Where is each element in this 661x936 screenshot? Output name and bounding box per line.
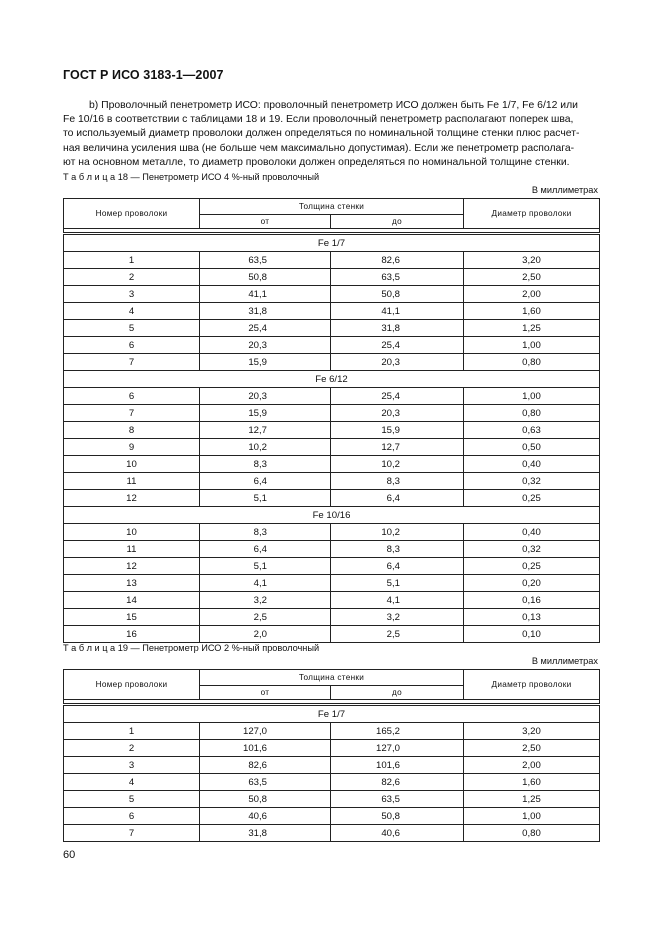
table-18-units: В миллиметрах: [531, 185, 598, 195]
paragraph-line: то используемый диаметр проволоки должен определяться по номинальной толщине стенки плюс расчет-: [63, 128, 580, 140]
thickness-from-cell: 101,6: [200, 740, 331, 757]
table-19: [63, 669, 600, 842]
wire-number-cell: 8: [64, 422, 200, 439]
wire-number-cell: 11: [64, 473, 200, 490]
wire-number-cell: 1: [64, 723, 200, 740]
table-19-units: В миллиметрах: [531, 656, 598, 666]
thickness-to-cell: 63,5: [331, 791, 464, 808]
diameter-cell: 1,60: [464, 774, 600, 791]
header-to: до: [331, 686, 464, 700]
diameter-cell: 1,00: [464, 808, 600, 825]
diameter-cell: 0,80: [464, 405, 600, 422]
thickness-from-cell: 127,0: [200, 723, 331, 740]
table-row: [64, 626, 600, 643]
table-row: [64, 286, 600, 303]
diameter-cell: 2,00: [464, 286, 600, 303]
table-row: [64, 808, 600, 825]
table-row: [64, 757, 600, 774]
thickness-from-cell: 20,3: [200, 388, 331, 405]
wire-number-cell: 2: [64, 740, 200, 757]
wire-number-cell: 2: [64, 269, 200, 286]
wire-number-cell: 7: [64, 354, 200, 371]
wire-number-cell: 12: [64, 490, 200, 507]
thickness-from-cell: 40,6: [200, 808, 331, 825]
header-wall-thickness: Толщина стенки: [200, 199, 464, 215]
thickness-to-cell: 8,3: [331, 473, 464, 490]
wire-number-cell: 10: [64, 524, 200, 541]
thickness-from-cell: 5,1: [200, 558, 331, 575]
thickness-from-cell: 20,3: [200, 337, 331, 354]
header-from: от: [200, 686, 331, 700]
section-title: Fe 10/16: [64, 507, 600, 524]
table-row: [64, 740, 600, 757]
thickness-from-cell: 6,4: [200, 473, 331, 490]
thickness-to-cell: 12,7: [331, 439, 464, 456]
table-row: [64, 825, 600, 842]
thickness-to-cell: 4,1: [331, 592, 464, 609]
paragraph-line: ная величина усиления шва (не больше чем максимально допустимая). Если же пенетрометр располага-: [63, 142, 575, 154]
wire-number-cell: 4: [64, 303, 200, 320]
table-row: [64, 422, 600, 439]
thickness-to-cell: 20,3: [331, 405, 464, 422]
wire-number-cell: 3: [64, 757, 200, 774]
thickness-to-cell: 3,2: [331, 609, 464, 626]
wire-number-cell: 10: [64, 456, 200, 473]
table-row: [64, 524, 600, 541]
diameter-cell: 1,00: [464, 388, 600, 405]
diameter-cell: 2,50: [464, 740, 600, 757]
diameter-cell: 0,63: [464, 422, 600, 439]
thickness-from-cell: 6,4: [200, 541, 331, 558]
diameter-cell: 0,80: [464, 354, 600, 371]
wire-number-cell: 3: [64, 286, 200, 303]
thickness-to-cell: 165,2: [331, 723, 464, 740]
thickness-from-cell: 82,6: [200, 757, 331, 774]
diameter-cell: 0,10: [464, 626, 600, 643]
table-row: [64, 575, 600, 592]
wire-number-cell: 7: [64, 405, 200, 422]
thickness-from-cell: 15,9: [200, 405, 331, 422]
diameter-cell: 1,00: [464, 337, 600, 354]
thickness-from-cell: 12,7: [200, 422, 331, 439]
thickness-from-cell: 31,8: [200, 825, 331, 842]
diameter-cell: 1,60: [464, 303, 600, 320]
thickness-to-cell: 101,6: [331, 757, 464, 774]
thickness-from-cell: 63,5: [200, 774, 331, 791]
table-row: [64, 252, 600, 269]
body-paragraph: [63, 99, 598, 170]
thickness-to-cell: 127,0: [331, 740, 464, 757]
table-row: [64, 303, 600, 320]
thickness-from-cell: 2,5: [200, 609, 331, 626]
thickness-from-cell: 31,8: [200, 303, 331, 320]
thickness-to-cell: 6,4: [331, 558, 464, 575]
table-row: [64, 609, 600, 626]
table-row: [64, 269, 600, 286]
diameter-cell: 0,40: [464, 456, 600, 473]
thickness-to-cell: 20,3: [331, 354, 464, 371]
thickness-from-cell: 2,0: [200, 626, 331, 643]
wire-number-cell: 14: [64, 592, 200, 609]
table-row: [64, 558, 600, 575]
section-row: [64, 234, 600, 252]
header-wire-diameter: Диаметр проволоки: [464, 199, 600, 229]
table-row: [64, 320, 600, 337]
wire-number-cell: 9: [64, 439, 200, 456]
table-18-caption: Т а б л и ц а 18 — Пенетрометр ИСО 4 %-ный проволочный: [63, 172, 320, 182]
diameter-cell: 0,20: [464, 575, 600, 592]
diameter-cell: 0,13: [464, 609, 600, 626]
header-from: от: [200, 215, 331, 229]
section-row: [64, 371, 600, 388]
header-wall-thickness: Толщина стенки: [200, 670, 464, 686]
table-row: [64, 337, 600, 354]
thickness-from-cell: 8,3: [200, 456, 331, 473]
diameter-cell: 0,16: [464, 592, 600, 609]
wire-number-cell: 16: [64, 626, 200, 643]
thickness-to-cell: 82,6: [331, 774, 464, 791]
wire-number-cell: 6: [64, 337, 200, 354]
thickness-to-cell: 10,2: [331, 456, 464, 473]
table-19-caption: Т а б л и ц а 19 — Пенетрометр ИСО 2 %-ный проволочный: [63, 643, 320, 653]
diameter-cell: 0,80: [464, 825, 600, 842]
table-row: [64, 541, 600, 558]
thickness-to-cell: 41,1: [331, 303, 464, 320]
wire-number-cell: 6: [64, 808, 200, 825]
diameter-cell: 0,40: [464, 524, 600, 541]
thickness-to-cell: 50,8: [331, 808, 464, 825]
table-row: [64, 723, 600, 740]
diameter-cell: 2,50: [464, 269, 600, 286]
diameter-cell: 0,32: [464, 541, 600, 558]
wire-number-cell: 6: [64, 388, 200, 405]
thickness-to-cell: 8,3: [331, 541, 464, 558]
table-18: [63, 198, 600, 643]
diameter-cell: 0,50: [464, 439, 600, 456]
thickness-to-cell: 40,6: [331, 825, 464, 842]
thickness-from-cell: 50,8: [200, 791, 331, 808]
thickness-to-cell: 25,4: [331, 337, 464, 354]
table-row: [64, 388, 600, 405]
thickness-from-cell: 5,1: [200, 490, 331, 507]
thickness-to-cell: 50,8: [331, 286, 464, 303]
wire-number-cell: 11: [64, 541, 200, 558]
table-row: [64, 354, 600, 371]
diameter-cell: 1,25: [464, 320, 600, 337]
section-title: Fe 1/7: [64, 234, 600, 252]
table-row: [64, 439, 600, 456]
diameter-cell: 0,25: [464, 490, 600, 507]
wire-number-cell: 7: [64, 825, 200, 842]
thickness-from-cell: 10,2: [200, 439, 331, 456]
diameter-cell: 1,25: [464, 791, 600, 808]
thickness-to-cell: 2,5: [331, 626, 464, 643]
thickness-to-cell: 82,6: [331, 252, 464, 269]
thickness-to-cell: 5,1: [331, 575, 464, 592]
table-row: [64, 490, 600, 507]
wire-number-cell: 4: [64, 774, 200, 791]
thickness-from-cell: 63,5: [200, 252, 331, 269]
thickness-to-cell: 6,4: [331, 490, 464, 507]
paragraph-line: Fe 10/16 в соответствии с таблицами 18 и 19. Если проволочный пенетрометр располагают поперек шва,: [63, 114, 574, 126]
diameter-cell: 0,32: [464, 473, 600, 490]
thickness-from-cell: 41,1: [200, 286, 331, 303]
table-row: [64, 592, 600, 609]
section-title: Fe 1/7: [64, 705, 600, 723]
wire-number-cell: 12: [64, 558, 200, 575]
thickness-to-cell: 25,4: [331, 388, 464, 405]
wire-number-cell: 15: [64, 609, 200, 626]
thickness-from-cell: 25,4: [200, 320, 331, 337]
table-row: [64, 456, 600, 473]
wire-number-cell: 5: [64, 791, 200, 808]
header-wire-number: Номер проволоки: [64, 670, 200, 700]
paragraph-line: ют на основном металле, то диаметр проволоки должен определяться по номинальной толщине стенки.: [63, 156, 570, 168]
section-row: [64, 705, 600, 723]
table-row: [64, 405, 600, 422]
thickness-to-cell: 31,8: [331, 320, 464, 337]
thickness-from-cell: 4,1: [200, 575, 331, 592]
diameter-cell: 3,20: [464, 252, 600, 269]
table-row: [64, 774, 600, 791]
section-row: [64, 507, 600, 524]
diameter-cell: 2,00: [464, 757, 600, 774]
wire-number-cell: 1: [64, 252, 200, 269]
wire-number-cell: 5: [64, 320, 200, 337]
header-wire-diameter: Диаметр проволоки: [464, 670, 600, 700]
table-row: [64, 791, 600, 808]
thickness-from-cell: 3,2: [200, 592, 331, 609]
wire-number-cell: 13: [64, 575, 200, 592]
header-to: до: [331, 215, 464, 229]
header-wire-number: Номер проволоки: [64, 199, 200, 229]
thickness-to-cell: 63,5: [331, 269, 464, 286]
paragraph-line: b) Проволочный пенетрометр ИСО: проволочный пенетрометр ИСО должен быть Fe 1/7, Fe 6/12 или: [89, 100, 578, 111]
thickness-to-cell: 10,2: [331, 524, 464, 541]
document-header: ГОСТ Р ИСО 3183-1—2007: [63, 68, 224, 82]
diameter-cell: 3,20: [464, 723, 600, 740]
thickness-from-cell: 50,8: [200, 269, 331, 286]
section-title: Fe 6/12: [64, 371, 600, 388]
thickness-from-cell: 15,9: [200, 354, 331, 371]
page-number: 60: [63, 849, 76, 861]
diameter-cell: 0,25: [464, 558, 600, 575]
thickness-to-cell: 15,9: [331, 422, 464, 439]
thickness-from-cell: 8,3: [200, 524, 331, 541]
table-row: [64, 473, 600, 490]
